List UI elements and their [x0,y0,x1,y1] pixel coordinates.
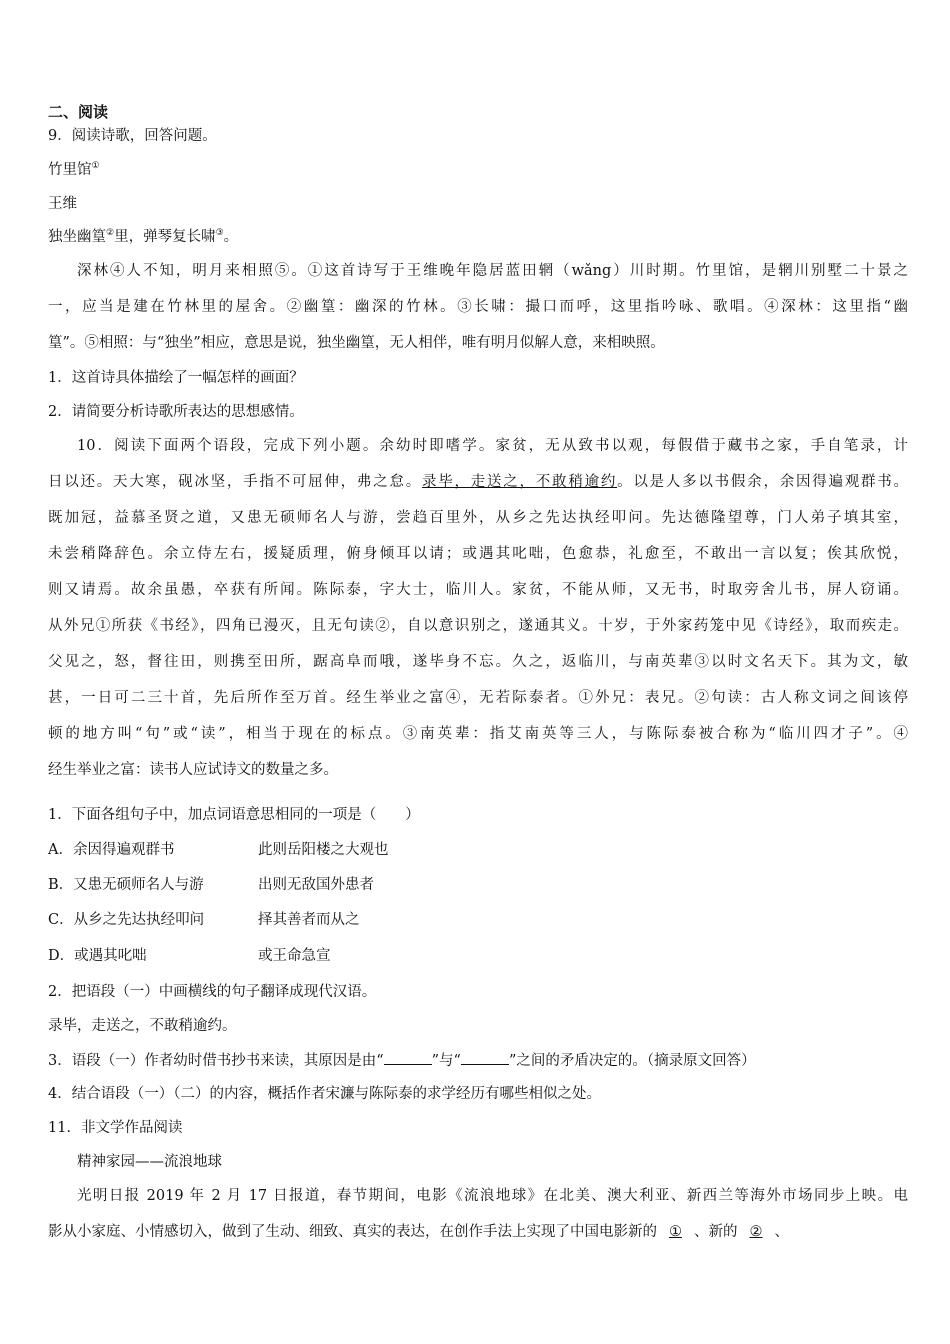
q10-paragraph-line: 经生举业之富：读书人应试诗文的数量之多。 [48,762,338,778]
q10-paragraph-line: 甚，一日可二三十首，先后所作至万首。经生举业之富④，无若际泰者。①外兄：表兄。②句读：古人称文词之间该停 [48,690,908,706]
q10-sub-question-2-sentence: 录毕，走送之，不敢稍逾约。 [48,1018,237,1034]
answer-blank-1 [384,1050,432,1065]
q10-paragraph-line: 父见之，怒，督往田，则携至田所，踞高阜而哦，遂毕身不忘。久之，返临川，与南英辈③以时文名天下。其为文，敏 [48,654,908,670]
fill-blank-2: ② [749,1224,763,1240]
q9-paragraph-line: 一，应当是建在竹林里的屋舍。②幽篁：幽深的竹林。③长啸：撮口而呼，这里指吟咏、歌唱。④深林：这里指“幽 [48,299,908,315]
option-c: C．从乡之先达执经叩问 择其善者而从之 [48,912,360,928]
q9-sub-question-2: 2．请简要分析诗歌所表达的思想感情。 [48,404,304,420]
poem-title: 竹里馆① [48,161,100,178]
q11-paragraph-line: 影从小家庭、小情感切入，做到了生动、细致、真实的表达，在创作手法上实现了中国电影新的 ① 、新的 ② 、 [48,1224,789,1240]
q11-title: 精神家园——流浪地球 [77,1154,222,1170]
q10-paragraph-line: 从外兄①所获《书经》，四角已漫灭，且无句读②，自以意识别之，遂通其义。十岁，于外家药笼中见《诗经》，取而疾走。 [48,618,908,634]
q10-paragraph-line: 则又请焉。故余虽愚，卒获有所闻。陈际泰，字大士，临川人。家贫，不能从师，又无书，时取旁舍儿书，屏人窃诵。 [48,582,908,598]
option-a: A．余因得遍观群书 此则岳阳楼之大观也 [48,842,389,858]
q10-sub-question-1: 1．下面各组句子中，加点词语意思相同的一项是（ ） [48,807,420,823]
q10-sub-question-3: 3．语段（一）作者幼时借书抄书来读，其原因是由“ ”与“ ”之间的矛盾决定的。（摘录原文回答） [48,1050,756,1071]
poem-author: 王维 [48,196,77,212]
q10-paragraph-line: 顿的地方叫“句”或“读”，相当于现在的标点。③南英辈：指艾南英等三人，与陈际泰被合称为“临川四才子”。④ [48,726,908,742]
q9-sub-question-1: 1．这首诗具体描绘了一幅怎样的画面？ [48,370,304,386]
q9-paragraph-line: 篁”。⑤相照：与“独坐”相应，意思是说，独坐幽篁，无人相伴，唯有明月似解人意，来相映照。 [48,335,665,351]
underlined-sentence: 录毕，走送之，不敢稍逾约 [421,474,618,490]
answer-blank-2 [461,1050,509,1065]
option-b: B．又患无硕师名人与游 出则无敌国外患者 [48,877,374,893]
q10-sub-question-4: 4．结合语段（一）（二）的内容，概括作者宋濂与陈际泰的求学经历有哪些相似之处。 [48,1086,601,1102]
q11-paragraph-line: 光明日报 2019 年 2 月 17 日报道，春节期间，电影《流浪地球》在北美、澳大利亚、新西兰等海外市场同步上映。电 [77,1188,908,1204]
q10-sub-question-2: 2．把语段（一）中画横线的句子翻译成现代汉语。 [48,984,377,1000]
q9-prompt: 9．阅读诗歌，回答问题。 [48,128,217,144]
option-d: D．或遇其叱咄 或王命急宣 [48,948,331,964]
section-title: 二、阅读 [48,103,109,121]
fill-blank-1: ① [669,1224,682,1240]
q11-prompt: 11．非文学作品阅读 [48,1120,183,1136]
q10-paragraph-line: 10．阅读下面两个语段，完成下列小题。余幼时即嗜学。家贫，无从致书以观，每假借于藏书之家，手自笔录，计 [77,438,908,454]
q9-paragraph-line: 深林④人不知，明月来相照⑤。①这首诗写于王维晚年隐居蓝田辋（wǎng）川时期。竹里馆，是辋川别墅二十景之 [77,263,908,279]
q10-paragraph-line: 既加冠，益慕圣贤之道，又患无硕师名人与游，尝趋百里外，从乡之先达执经叩问。先达德隆望尊，门人弟子填其室， [48,510,908,526]
poem-line-1: 独坐幽篁②里，弹琴复长啸③。 [48,228,239,245]
q10-paragraph-line: 日以还。天大寒，砚冰坚，手指不可屈伸，弗之怠。录毕，走送之，不敢稍逾约。以是人多以书假余，余因得遍观群书。 [48,474,909,490]
q10-paragraph-line: 未尝稍降辞色。余立侍左右，援疑质理，俯身倾耳以请；或遇其叱咄，色愈恭，礼愈至，不敢出一言以复；俟其欣悦， [48,546,908,562]
